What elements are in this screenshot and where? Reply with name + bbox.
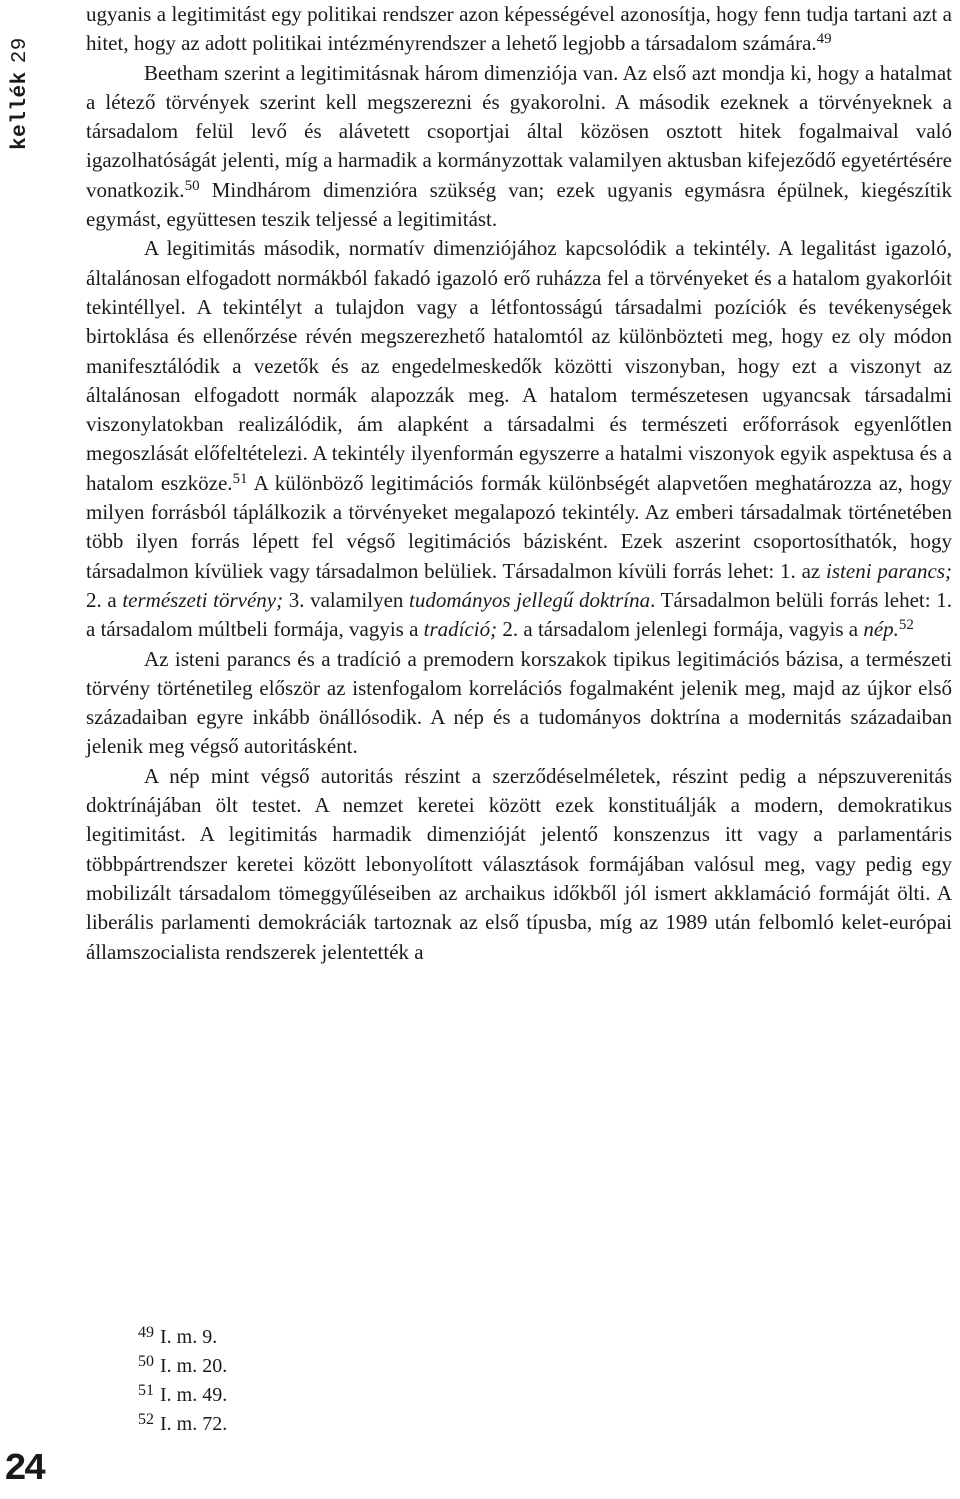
text-run: 2. a (86, 587, 123, 612)
footnote-ref: 52 (898, 617, 914, 634)
running-head (0, 18, 44, 168)
text-run: Mindhárom dimenzióra szükség van; ezek ugyanis egymásra épülnek, kiegészítik egymást, együttesen teszik teljessé a legitimitást. (86, 177, 952, 232)
emphasis-text: nép. (863, 617, 899, 642)
text-run: . Társadalmon belüli forrás lehet: 1. a társadalom múltbeli formája, vagyis a (86, 587, 952, 642)
footnote-text: I. m. 72. (160, 1413, 228, 1435)
emphasis-text: isteni parancs; (826, 558, 953, 583)
paragraph (86, 0, 952, 59)
footnote-ref: 49 (816, 31, 832, 48)
footnote-ref: 50 (184, 177, 200, 194)
issue-number: 29 (8, 36, 32, 63)
footnote-ref: 51 (232, 470, 248, 487)
footnote-number: 50 (138, 1353, 154, 1370)
page-number: 24 (4, 1448, 44, 1491)
emphasis-text: természeti törvény; (122, 587, 284, 612)
paragraph (86, 234, 952, 644)
emphasis-text: tudományos jellegű doktrína (409, 587, 651, 612)
text-run: A legitimitás második, normatív dimenziójához kapcsolódik a tekintély. A legalitást igazoló, általánosan elfogadott normákból fakadó igazoló erő ruházza fel a törvényeket és a hatalom gyakorlóit tekintéllyel. A tekintélyt a tulajdon vagy a létfontosságú társadalmi pozíciók és tevékenységek birtoklása és ellenőrzése révén megszerezhető hatalomtól az különbözteti meg, hogy ez oly módon manifesztálódik a vezetők és az engedelmeskedők közötti viszonyban, hogy ezt a viszonyt az általánosan elfogadott normák alapozzák meg. A hatalom természetesen ugyancsak társadalmi viszonylatokban realizálódik, ám alapként a társadalmi és természeti erőforrások egyenlőtlen megoszlását előfeltételezi. A tekintély ilyenformán egyszerre a hatalmi viszonyok egyik aspektusa és a hatalom eszköze. (86, 236, 952, 495)
body-text (86, 0, 952, 967)
footnote-text: I. m. 20. (160, 1355, 228, 1377)
footnote-text: I. m. 49. (160, 1384, 228, 1406)
footnote-text: I. m. 9. (160, 1326, 218, 1348)
footnote-number: 49 (138, 1324, 154, 1341)
text-run: A nép mint végső autoritás részint a szerződéselméletek, részint pedig a népszuverenitás doktrínájában ölt testet. A nemzet keretei között ezek konstituálják a modern, demokratikus legitimitást. A legitimitás harmadik dimenzióját jelentő konszenzus itt vagy a parlamentáris többpártrendszer keretei között lebonyolított választások formájában valósul meg, vagy pedig egy mobilizált társadalom tömeggyűléseiben az archaikus időkből jól ismert akklamáció formáját ölti. A liberális parlamenti demokráciák tartoznak az első típusba, míg az 1989 után felbomló kelet-európai államszocialista rendszerek jelentették a (86, 763, 952, 964)
footnote (138, 1352, 227, 1381)
text-run: 2. a társadalom jelenlegi formája, vagyis a (497, 617, 864, 642)
paragraph (86, 645, 952, 762)
journal-name: kellék (8, 70, 32, 150)
emphasis-text: tradíció; (423, 617, 498, 642)
paragraph (86, 59, 952, 235)
text-run: ugyanis a legitimitást egy politikai rendszer azon képességével azonosítja, hogy fenn tudja tartani azt a hitet, hogy az adott politikai intézményrendszer a lehető legjobb a társadalom számára. (86, 2, 952, 56)
footnote-number: 51 (138, 1382, 154, 1399)
footnote (138, 1410, 227, 1439)
footnote (138, 1381, 227, 1410)
text-run: A különböző legitimációs formák különbségét alapvetően meghatározza az, hogy milyen forrásból táplálkozik a törvényeket megalapozó tekintély. Az emberi társadalmak történetében több ilyen forrás lépett fel végső legitimációs bázisként. Ezek aszerint csoportosíthatók, hogy társadalmon kívüliek vagy társadalmon belüliek. Társadalmon kívüli forrás lehet: 1. az (86, 470, 952, 583)
text-run: Az isteni parancs és a tradíció a premodern korszakok tipikus legitimációs bázisa, a természeti törvény történetileg először az istenfogalom korrelációs fogalmaként jelenik meg, majd az újkor első századaiban egyre inkább önállósodik. A nép és a tudományos doktrína a modernitás századaiban jelenik meg végső autoritásként. (86, 646, 952, 759)
footnotes (138, 1323, 227, 1439)
text-run: 3. valamilyen (283, 587, 410, 612)
text-run: Beetham szerint a legitimitásnak három dimenziója van. Az első azt mondja ki, hogy a hatalmat a létező törvények szerint kell megszerezni és gyakorolni. A második ezeknek a törvényeknek a társadalom felül levő és alávetett csoportjai által közösen osztott hitek fogalmaival való igazolhatóságát jelenti, míg a harmadik a kormányzottak valamilyen aktusban kifejeződő egyetértésére vonatkozik. (86, 60, 952, 202)
footnote-number: 52 (138, 1411, 154, 1428)
paragraph (86, 762, 952, 967)
footnote (138, 1323, 227, 1352)
running-head-text (9, 37, 32, 150)
